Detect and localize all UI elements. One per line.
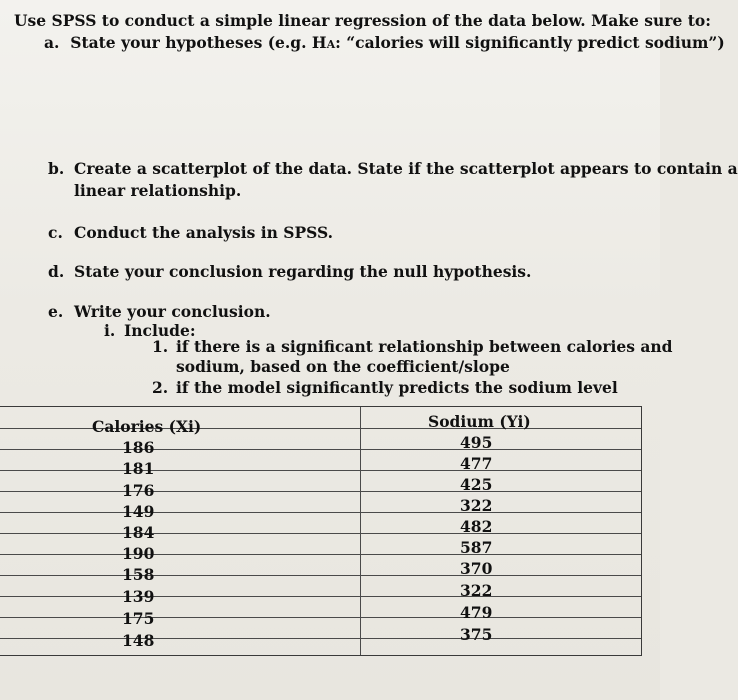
table-row-divider — [0, 554, 641, 555]
item-a-subscript: A — [326, 38, 336, 51]
table-row-divider — [0, 533, 641, 534]
sodium-cell: 482 — [460, 517, 493, 536]
table-row-divider — [0, 575, 641, 576]
sodium-cell: 425 — [460, 475, 493, 494]
item-e-marker: e. — [48, 302, 64, 321]
item-e-sub-marker: i. — [104, 321, 116, 340]
item-a-text: State your hypotheses (e.g. H — [70, 33, 327, 52]
sodium-cell: 370 — [460, 559, 493, 578]
item-b-line2: linear relationship. — [74, 181, 242, 200]
sodium-cell: 322 — [460, 581, 493, 600]
sodium-cell: 479 — [460, 603, 493, 622]
item-b-marker: b. — [48, 159, 65, 178]
calories-cell: 139 — [122, 587, 155, 606]
data-table — [0, 406, 642, 656]
sodium-cell: 375 — [460, 625, 493, 644]
point-1-line1: if there is a significant relationship between calories and — [176, 337, 673, 356]
item-c-marker: c. — [48, 223, 63, 242]
point-2-line1: if the model significantly predicts the sodium level — [176, 378, 618, 397]
calories-cell: 186 — [122, 438, 155, 457]
calories-cell: 181 — [122, 459, 155, 478]
item-e-text: Write your conclusion. — [74, 302, 271, 321]
item-d-text: State your conclusion regarding the null hypothesis. — [74, 262, 532, 281]
point-2-marker: 2. — [152, 378, 169, 397]
table-row-divider — [0, 449, 641, 450]
calories-header: Calories (Xi) — [92, 417, 202, 436]
item-a-marker: a. — [44, 33, 60, 52]
point-1-line2: sodium, based on the coefficient/slope — [176, 357, 510, 376]
calories-cell: 184 — [122, 523, 155, 542]
table-row-divider — [0, 470, 641, 471]
calories-cell: 176 — [122, 481, 155, 500]
table-row-divider — [0, 512, 641, 513]
sodium-cell: 322 — [460, 496, 493, 515]
sodium-header: Sodium (Yi) — [428, 412, 531, 431]
item-c-text: Conduct the analysis in SPSS. — [74, 223, 334, 242]
point-1-marker: 1. — [152, 337, 169, 356]
calories-cell: 190 — [122, 544, 155, 563]
item-a — [44, 33, 725, 54]
sodium-cell: 495 — [460, 433, 493, 452]
calories-cell: 158 — [122, 565, 155, 584]
sodium-cell: 587 — [460, 538, 493, 557]
calories-cell: 175 — [122, 609, 155, 628]
item-d-marker: d. — [48, 262, 65, 281]
item-a-text-end: : “calories will significantly predict sodium”) — [335, 33, 725, 52]
table-row-divider — [0, 491, 641, 492]
item-b-line1: Create a scatterplot of the data. State if the scatterplot appears to contain a — [74, 159, 738, 178]
instructions-title: Use SPSS to conduct a simple linear regression of the data below. Make sure to: — [14, 11, 711, 30]
calories-cell: 149 — [122, 502, 155, 521]
item-e-sub-text: Include: — [124, 321, 196, 340]
table-row-divider — [0, 596, 641, 597]
table-row-divider — [0, 617, 641, 618]
sodium-cell: 477 — [460, 454, 493, 473]
calories-cell: 148 — [122, 631, 155, 650]
table-row-divider — [0, 638, 641, 639]
